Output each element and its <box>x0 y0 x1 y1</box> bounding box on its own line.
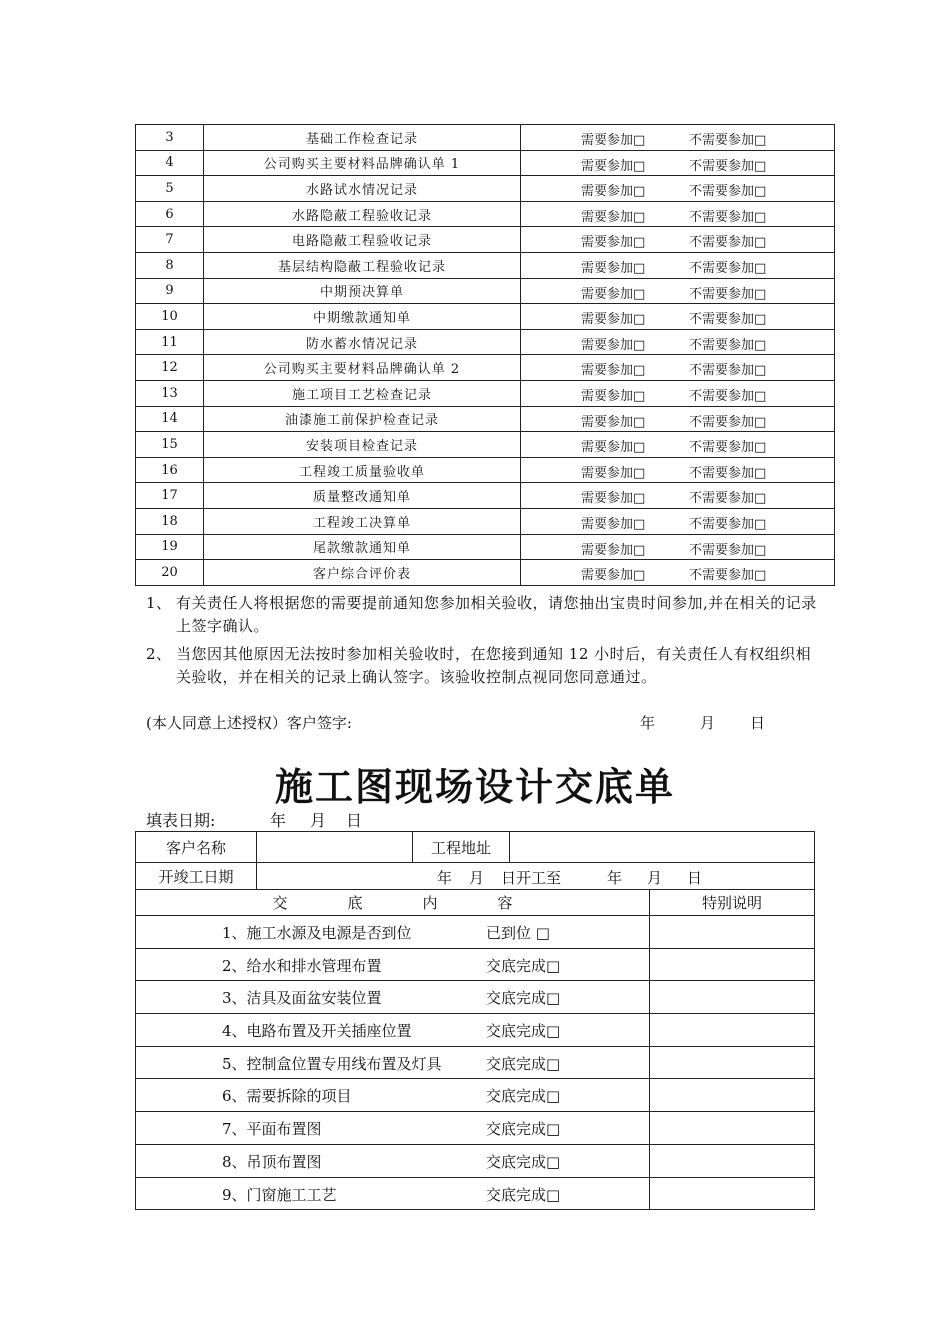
notes <box>146 592 826 694</box>
need-attend-checkbox[interactable]: 需要参加□ <box>581 260 646 276</box>
table-row <box>136 201 835 227</box>
row-number: 15 <box>136 432 204 458</box>
record-name: 电路隐蔽工程验收记录 <box>204 227 521 253</box>
fill-date-label: 填表日期: <box>146 811 216 830</box>
no-need-attend-checkbox[interactable]: 不需要参加□ <box>689 542 767 558</box>
row-number: 6 <box>136 201 204 227</box>
no-need-attend-checkbox[interactable]: 不需要参加□ <box>689 465 767 481</box>
briefing-item-label: 6、需要拆除的项目 <box>222 1087 352 1106</box>
briefing-item-label: 7、平面布置图 <box>222 1120 322 1139</box>
table-row <box>136 380 835 406</box>
fill-date-year: 年 <box>270 811 287 830</box>
need-attend-checkbox[interactable]: 需要参加□ <box>581 568 646 584</box>
row-number: 4 <box>136 150 204 176</box>
briefing-item-row <box>136 1079 815 1112</box>
briefing-item-row <box>136 916 815 949</box>
acceptance-table-body <box>136 125 835 586</box>
period-year: 年 <box>437 869 453 887</box>
address-field[interactable] <box>510 832 815 863</box>
briefing-item <box>136 916 650 949</box>
table-row <box>136 304 835 330</box>
no-need-attend-checkbox[interactable]: 不需要参加□ <box>689 568 767 584</box>
signature-day: 日 <box>750 714 766 732</box>
period-end-year: 年 <box>607 869 623 887</box>
row-number: 16 <box>136 457 204 483</box>
content-header-char: 内 <box>422 894 438 912</box>
signature-label: (本人同意上述授权）客户签字: <box>146 714 352 732</box>
signature-year: 年 <box>640 714 656 732</box>
table-row <box>136 227 835 253</box>
table-row <box>136 406 835 432</box>
table-row <box>136 457 835 483</box>
need-attend-checkbox[interactable]: 需要参加□ <box>581 337 646 353</box>
briefing-item-label: 4、电路布置及开关插座位置 <box>222 1022 412 1041</box>
table-row <box>136 329 835 355</box>
briefing-item-label: 8、吊顶布置图 <box>222 1152 322 1171</box>
briefing-item <box>136 1177 650 1210</box>
row-number: 18 <box>136 508 204 534</box>
no-need-attend-checkbox[interactable]: 不需要参加□ <box>689 337 767 353</box>
participation-options <box>521 508 835 534</box>
record-name: 尾款缴款通知单 <box>204 534 521 560</box>
content-header-row <box>136 890 815 916</box>
fill-date-day: 日 <box>346 811 363 830</box>
table-row <box>136 150 835 176</box>
record-name: 工程竣工决算单 <box>204 508 521 534</box>
no-need-attend-checkbox[interactable]: 不需要参加□ <box>689 286 767 302</box>
record-name: 公司购买主要材料品牌确认单 1 <box>204 150 521 176</box>
briefing-status-checkbox[interactable]: 交底完成□ <box>486 956 561 975</box>
briefing-item <box>136 1144 650 1177</box>
record-name: 基础工作检查记录 <box>204 125 521 151</box>
briefing-status-checkbox[interactable]: 交底完成□ <box>486 1087 561 1106</box>
content-header-char: 交 <box>272 894 288 912</box>
need-attend-checkbox[interactable]: 需要参加□ <box>581 542 646 558</box>
briefing-item-label: 1、施工水源及电源是否到位 <box>222 924 412 942</box>
row-number: 19 <box>136 534 204 560</box>
address-label: 工程地址 <box>413 832 510 863</box>
participation-options <box>521 380 835 406</box>
participation-options <box>521 483 835 509</box>
briefing-item <box>136 981 650 1014</box>
record-name: 中期预决算单 <box>204 278 521 304</box>
signature-month: 月 <box>700 714 716 732</box>
briefing-item <box>136 1112 650 1145</box>
briefing-status-checkbox[interactable]: 交底完成□ <box>486 1185 561 1204</box>
table-row <box>136 252 835 278</box>
participation-options <box>521 150 835 176</box>
fill-date-month: 月 <box>310 811 327 830</box>
participation-options <box>521 201 835 227</box>
record-name: 水路试水情况记录 <box>204 176 521 202</box>
special-notes-header: 特别说明 <box>650 890 815 916</box>
row-number: 11 <box>136 329 204 355</box>
special-notes-cell[interactable] <box>650 1177 815 1210</box>
table-row <box>136 125 835 151</box>
briefing-item <box>136 948 650 981</box>
period-end-month: 月 <box>647 869 663 887</box>
table-row <box>136 534 835 560</box>
briefing-item-row <box>136 1177 815 1210</box>
record-name: 质量整改通知单 <box>204 483 521 509</box>
period-end-day: 日 <box>687 869 703 887</box>
record-name: 基层结构隐蔽工程验收记录 <box>204 252 521 278</box>
period-month: 月 <box>469 869 485 887</box>
briefing-status-checkbox[interactable]: 已到位 □ <box>486 924 550 942</box>
row-number: 5 <box>136 176 204 202</box>
special-notes-cell[interactable] <box>650 948 815 981</box>
need-attend-checkbox[interactable]: 需要参加□ <box>581 440 646 456</box>
no-need-attend-checkbox[interactable]: 不需要参加□ <box>689 133 767 148</box>
participation-options <box>521 278 835 304</box>
row-number: 17 <box>136 483 204 509</box>
need-attend-checkbox[interactable]: 需要参加□ <box>581 363 646 379</box>
special-notes-cell[interactable] <box>650 981 815 1014</box>
briefing-item <box>136 1046 650 1079</box>
note-text: 有关责任人将根据您的需要提前通知您参加相关验收，请您抽出宝贵时间参加,并在相关的记录上签字确认。 <box>176 594 817 635</box>
special-notes-cell[interactable] <box>650 916 815 949</box>
briefing-item-label: 2、给水和排水管理布置 <box>222 956 382 975</box>
record-name: 水路隐蔽工程验收记录 <box>204 201 521 227</box>
note-text: 当您因其他原因无法按时参加相关验收时，在您接到通知 12 小时后，有关责任人有权组织相关验收，并在相关的记录上确认签字。该验收控制点视同您同意通过。 <box>176 645 812 686</box>
participation-options <box>521 457 835 483</box>
no-need-attend-checkbox[interactable]: 不需要参加□ <box>689 414 767 430</box>
briefing-item-label: 5、控制盒位置专用线布置及灯具 <box>222 1054 442 1073</box>
record-name: 公司购买主要材料品牌确认单 2 <box>204 355 521 381</box>
table-row <box>136 508 835 534</box>
need-attend-checkbox[interactable]: 需要参加□ <box>581 414 646 430</box>
briefing-status-checkbox[interactable]: 交底完成□ <box>486 1054 561 1073</box>
briefing-status-checkbox[interactable]: 交底完成□ <box>486 989 561 1008</box>
participation-options <box>521 227 835 253</box>
note-index: 2、 <box>146 645 172 663</box>
participation-options <box>521 355 835 381</box>
briefing-item <box>136 1079 650 1112</box>
table-row <box>136 278 835 304</box>
row-number: 8 <box>136 252 204 278</box>
need-attend-checkbox[interactable]: 需要参加□ <box>581 388 646 404</box>
need-attend-checkbox[interactable]: 需要参加□ <box>581 235 646 251</box>
need-attend-checkbox[interactable]: 需要参加□ <box>581 133 646 148</box>
design-briefing-table <box>135 831 815 1210</box>
participation-options <box>521 329 835 355</box>
need-attend-checkbox[interactable]: 需要参加□ <box>581 286 646 302</box>
content-header-char: 底 <box>347 894 363 912</box>
briefing-item-row <box>136 1014 815 1047</box>
record-name: 中期缴款通知单 <box>204 304 521 330</box>
participation-options <box>521 560 835 586</box>
need-attend-checkbox[interactable]: 需要参加□ <box>581 516 646 532</box>
record-name: 客户综合评价表 <box>204 560 521 586</box>
customer-row <box>136 832 815 863</box>
content-header-char: 容 <box>497 894 513 912</box>
briefing-items <box>136 916 815 1210</box>
no-need-attend-checkbox[interactable]: 不需要参加□ <box>689 158 767 174</box>
participation-options <box>521 534 835 560</box>
no-need-attend-checkbox[interactable]: 不需要参加□ <box>689 516 767 532</box>
need-attend-checkbox[interactable]: 需要参加□ <box>581 491 646 507</box>
table-row <box>136 560 835 586</box>
period-row <box>136 863 815 890</box>
table-row <box>136 176 835 202</box>
briefing-status-checkbox[interactable]: 交底完成□ <box>486 1022 561 1041</box>
no-need-attend-checkbox[interactable]: 不需要参加□ <box>689 440 767 456</box>
table-row <box>136 432 835 458</box>
document-title: 施工图现场设计交底单 <box>274 764 675 809</box>
note-index: 1、 <box>146 594 172 612</box>
participation-options <box>521 432 835 458</box>
briefing-item-row <box>136 1112 815 1145</box>
briefing-item-label: 9、门窗施工工艺 <box>222 1185 337 1204</box>
record-name: 安装项目检查记录 <box>204 432 521 458</box>
record-name: 防水蓄水情况记录 <box>204 329 521 355</box>
need-attend-checkbox[interactable]: 需要参加□ <box>581 209 646 225</box>
row-number: 20 <box>136 560 204 586</box>
briefing-item-row <box>136 1144 815 1177</box>
record-name: 油漆施工前保护检查记录 <box>204 406 521 432</box>
briefing-item-label: 3、洁具及面盆安装位置 <box>222 989 382 1008</box>
period-start: 日开工至 <box>501 869 562 887</box>
need-attend-checkbox[interactable]: 需要参加□ <box>581 184 646 200</box>
briefing-status-checkbox[interactable]: 交底完成□ <box>486 1120 561 1139</box>
row-number: 12 <box>136 355 204 381</box>
acceptance-table <box>135 124 835 586</box>
table-row <box>136 355 835 381</box>
need-attend-checkbox[interactable]: 需要参加□ <box>581 465 646 481</box>
participation-options <box>521 176 835 202</box>
need-attend-checkbox[interactable]: 需要参加□ <box>581 158 646 174</box>
no-need-attend-checkbox[interactable]: 不需要参加□ <box>689 260 767 276</box>
participation-options <box>521 304 835 330</box>
table-row <box>136 483 835 509</box>
special-notes-cell[interactable] <box>650 1112 815 1145</box>
period-label: 开竣工日期 <box>136 863 257 890</box>
customer-name-field[interactable] <box>257 832 413 863</box>
no-need-attend-checkbox[interactable]: 不需要参加□ <box>689 388 767 404</box>
row-number: 14 <box>136 406 204 432</box>
period-field[interactable] <box>257 863 815 890</box>
special-notes-cell[interactable] <box>650 1046 815 1079</box>
row-number: 13 <box>136 380 204 406</box>
row-number: 10 <box>136 304 204 330</box>
no-need-attend-checkbox[interactable]: 不需要参加□ <box>689 184 767 200</box>
participation-options <box>521 252 835 278</box>
need-attend-checkbox[interactable]: 需要参加□ <box>581 312 646 328</box>
record-name: 施工项目工艺检查记录 <box>204 380 521 406</box>
briefing-item <box>136 1014 650 1047</box>
record-name: 工程竣工质量验收单 <box>204 457 521 483</box>
briefing-item-row <box>136 1046 815 1079</box>
no-need-attend-checkbox[interactable]: 不需要参加□ <box>689 312 767 328</box>
no-need-attend-checkbox[interactable]: 不需要参加□ <box>689 209 767 225</box>
briefing-item-row <box>136 948 815 981</box>
row-number: 9 <box>136 278 204 304</box>
note-1 <box>146 592 826 638</box>
special-notes-cell[interactable] <box>650 1144 815 1177</box>
no-need-attend-checkbox[interactable]: 不需要参加□ <box>689 363 767 379</box>
row-number: 7 <box>136 227 204 253</box>
special-notes-cell[interactable] <box>650 1014 815 1047</box>
no-need-attend-checkbox[interactable]: 不需要参加□ <box>689 491 767 507</box>
briefing-item-row <box>136 981 815 1014</box>
customer-name-label: 客户名称 <box>136 832 257 863</box>
briefing-status-checkbox[interactable]: 交底完成□ <box>486 1152 561 1171</box>
participation-options <box>521 125 835 151</box>
note-2 <box>146 643 826 689</box>
special-notes-cell[interactable] <box>650 1079 815 1112</box>
no-need-attend-checkbox[interactable]: 不需要参加□ <box>689 235 767 251</box>
participation-options <box>521 406 835 432</box>
row-number: 3 <box>136 125 204 151</box>
content-header <box>136 890 650 916</box>
